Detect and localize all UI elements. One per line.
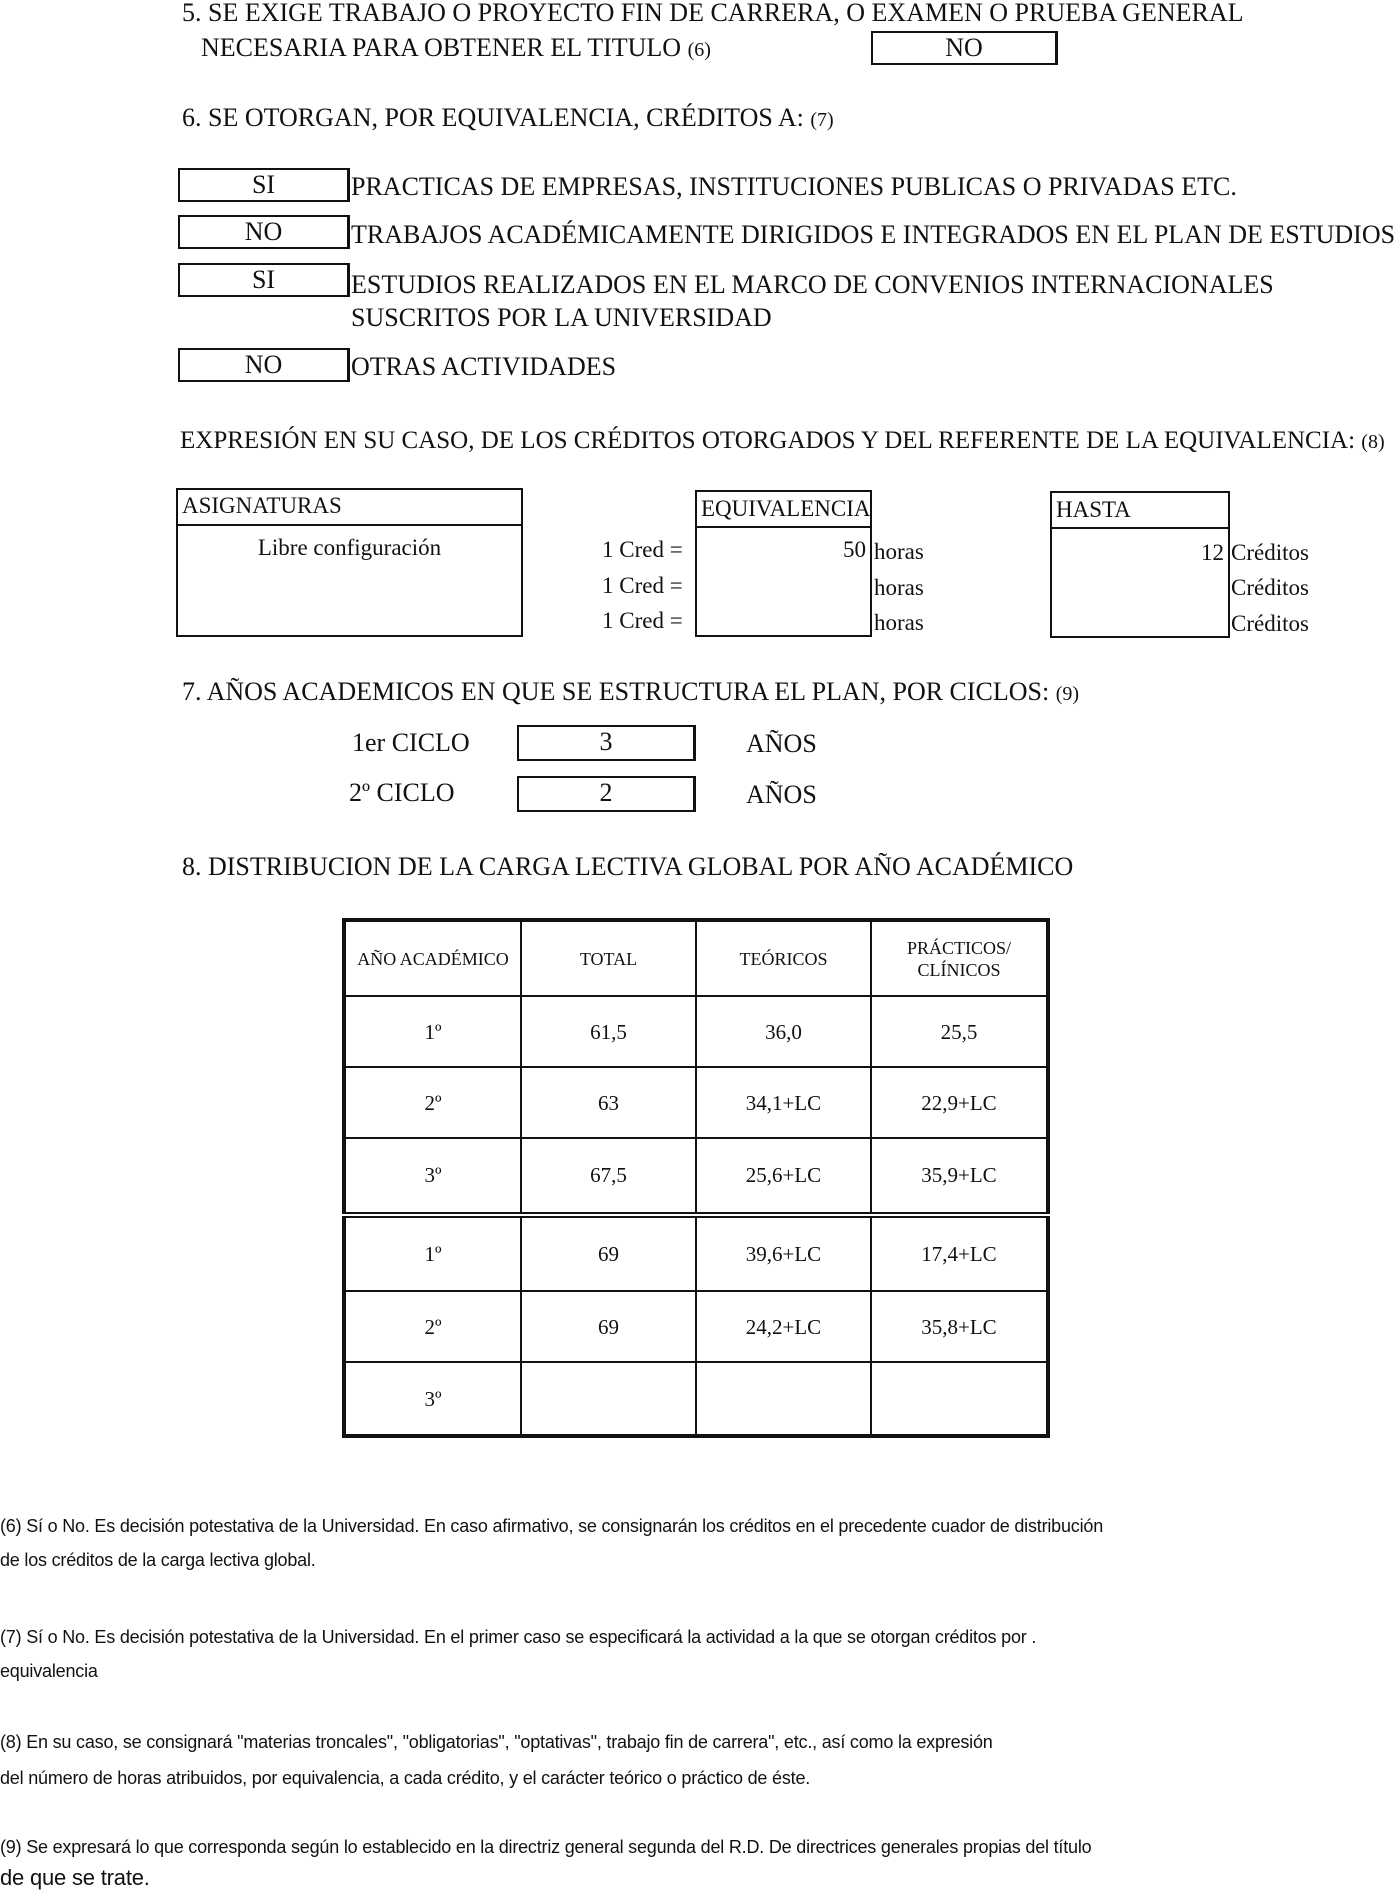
- ciclo2-anos-label: AÑOS: [746, 780, 817, 809]
- horas-label-3: horas: [874, 610, 924, 635]
- cell-practicos: 25,5: [871, 996, 1048, 1067]
- cell-ano: 2º: [344, 1067, 521, 1138]
- header-teoricos: TEÓRICOS: [696, 920, 871, 996]
- item3-answer-box: SI: [178, 263, 350, 297]
- footnote-6-line2: de los créditos de la carga lectiva global.: [0, 1550, 316, 1570]
- footnote-8-line1: (8) En su caso, se consignará "materias troncales", "obligatorias", "optativas", trabajo fin de carrera", etc., así como la expresión: [0, 1732, 993, 1752]
- cred-label-1: 1 Cred =: [602, 537, 683, 562]
- footnote-8-line2: del número de horas atribuidos, por equivalencia, a cada crédito, y el carácter teórico o práctico de éste.: [0, 1768, 811, 1788]
- cell-total: 61,5: [521, 996, 696, 1067]
- table-row: [344, 1138, 1048, 1215]
- cell-teoricos: 25,6+LC: [696, 1138, 871, 1215]
- footnote-7-line1: (7) Sí o No. Es decisión potestativa de la Universidad. En el primer caso se especificará la actividad a la que se otorgan créditos por .: [0, 1627, 1037, 1647]
- asignaturas-box: [176, 488, 523, 637]
- creditos-label-2: Créditos: [1231, 575, 1309, 600]
- cell-total: 69: [521, 1291, 696, 1362]
- section8-heading: 8. DISTRIBUCION DE LA CARGA LECTIVA GLOBAL POR AÑO ACADÉMICO: [182, 852, 1074, 881]
- footnote-9-line1: (9) Se expresará lo que corresponda según lo establecido en la directriz general segunda del R.D. De directrices generales propias del título: [0, 1837, 1092, 1857]
- expresion-heading-text: EXPRESIÓN EN SU CASO, DE LOS CRÉDITOS OTORGADOS Y DEL REFERENTE DE LA EQUIVALENCIA:: [180, 427, 1356, 454]
- cred-label-2: 1 Cred =: [602, 573, 683, 598]
- horas-label-2: horas: [874, 575, 924, 600]
- cell-ano: 1º: [344, 1215, 521, 1292]
- cell-teoricos: [696, 1362, 871, 1436]
- cell-practicos: [871, 1362, 1048, 1436]
- cell-ano: 3º: [344, 1362, 521, 1436]
- footnote-ref-6: (6): [687, 39, 711, 61]
- hasta-value-1: 12: [1201, 540, 1224, 565]
- table-row: [344, 1215, 1048, 1292]
- section5-line1: 5. SE EXIGE TRABAJO O PROYECTO FIN DE CARRERA, O EXAMEN O PRUEBA GENERAL: [182, 0, 1244, 27]
- horas-label-1: horas: [874, 539, 924, 564]
- ciclo1-value-box: 3: [517, 725, 696, 761]
- cell-practicos: 22,9+LC: [871, 1067, 1048, 1138]
- cell-ano: 3º: [344, 1138, 521, 1215]
- cell-practicos: 35,8+LC: [871, 1291, 1048, 1362]
- table-row: [344, 1291, 1048, 1362]
- section6-heading: [182, 103, 834, 135]
- footnote-9-line2: de que se trate.: [0, 1865, 150, 1890]
- item1-answer-box: SI: [178, 168, 350, 202]
- ciclo1-label: 1er CICLO: [352, 728, 470, 757]
- expresion-heading: [180, 426, 1385, 457]
- footnote-ref-9: (9): [1055, 683, 1080, 705]
- header-total: TOTAL: [521, 920, 696, 996]
- footnote-7-line2: equivalencia: [0, 1661, 98, 1681]
- ciclo2-value-box: 2: [517, 776, 696, 812]
- carga-lectiva-table: [342, 918, 1050, 1438]
- cell-ano: 1º: [344, 996, 521, 1067]
- header-practicos-line1: PRÁCTICOS/: [906, 937, 1011, 958]
- section5-question: NECESARIA PARA OBTENER EL TITULO: [201, 33, 682, 62]
- footnote-ref-7: (7): [810, 109, 834, 131]
- cell-teoricos: 24,2+LC: [696, 1291, 871, 1362]
- cell-teoricos: 36,0: [696, 996, 871, 1067]
- creditos-label-3: Créditos: [1231, 611, 1309, 636]
- item3-label: ESTUDIOS REALIZADOS EN EL MARCO DE CONVENIOS INTERNACIONALES: [351, 270, 1274, 299]
- item4-label: OTRAS ACTIVIDADES: [351, 352, 617, 381]
- header-practicos: [871, 920, 1048, 996]
- section5-answer-box: NO: [871, 31, 1058, 65]
- header-ano: AÑO ACADÉMICO: [344, 920, 521, 996]
- item2-label: TRABAJOS ACADÉMICAMENTE DIRIGIDOS E INTEGRADOS EN EL PLAN DE ESTUDIOS: [351, 220, 1395, 249]
- item1-label: PRACTICAS DE EMPRESAS, INSTITUCIONES PUBLICAS O PRIVADAS ETC.: [351, 172, 1237, 201]
- footnote-ref-8: (8): [1361, 431, 1385, 453]
- cell-total: [521, 1362, 696, 1436]
- table-row: [344, 1067, 1048, 1138]
- ciclo1-anos-label: AÑOS: [746, 729, 817, 758]
- equivalencia-box: [695, 490, 872, 637]
- hasta-divider: [1052, 527, 1228, 529]
- asignaturas-label: ASIGNATURAS: [182, 493, 342, 518]
- equivalencia-label: EQUIVALENCIA: [701, 496, 871, 521]
- horas-value-1: 50: [843, 537, 866, 562]
- cell-ano: 2º: [344, 1291, 521, 1362]
- ciclo2-label: 2º CICLO: [349, 778, 455, 807]
- table-row: [344, 996, 1048, 1067]
- table-header-row: [344, 920, 1048, 996]
- asignaturas-divider: [178, 524, 521, 526]
- item2-answer-box: NO: [178, 215, 350, 249]
- cell-practicos: 17,4+LC: [871, 1215, 1048, 1292]
- footnote-6-line1: (6) Sí o No. Es decisión potestativa de la Universidad. En caso afirmativo, se consignarán los créditos en el precedente cuador de distribución: [0, 1516, 1104, 1536]
- hasta-box: [1050, 491, 1230, 638]
- section6-heading-text: 6. SE OTORGAN, POR EQUIVALENCIA, CRÉDITOS A:: [182, 103, 804, 132]
- section7-heading-text: 7. AÑOS ACADEMICOS EN QUE SE ESTRUCTURA EL PLAN, POR CICLOS:: [182, 677, 1050, 706]
- cell-total: 67,5: [521, 1138, 696, 1215]
- cell-teoricos: 34,1+LC: [696, 1067, 871, 1138]
- item3-label-2: SUSCRITOS POR LA UNIVERSIDAD: [351, 303, 772, 332]
- header-practicos-line2: CLÍNICOS: [917, 959, 1001, 980]
- hasta-label: HASTA: [1056, 497, 1131, 522]
- table-row: [344, 1362, 1048, 1436]
- item4-answer-box: NO: [178, 348, 350, 382]
- section7-heading: [182, 677, 1079, 709]
- cell-total: 69: [521, 1215, 696, 1292]
- section5-line2: [201, 33, 711, 65]
- creditos-label-1: Créditos: [1231, 540, 1309, 565]
- asignatura-1: Libre configuración: [257, 535, 442, 560]
- equivalencia-divider: [697, 526, 870, 528]
- cell-teoricos: 39,6+LC: [696, 1215, 871, 1292]
- cell-total: 63: [521, 1067, 696, 1138]
- cred-label-3: 1 Cred =: [602, 608, 683, 633]
- cell-practicos: 35,9+LC: [871, 1138, 1048, 1215]
